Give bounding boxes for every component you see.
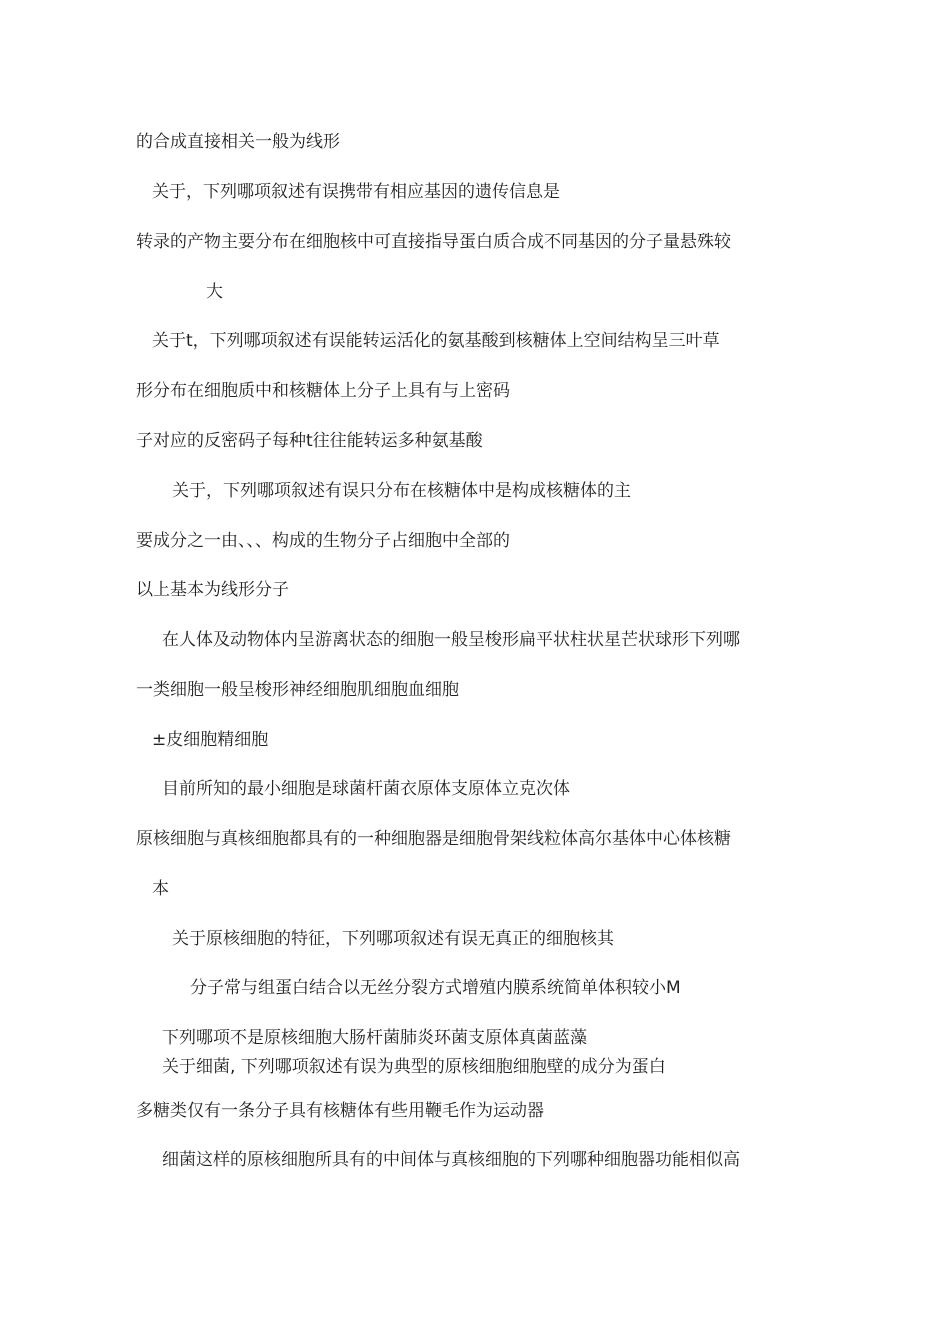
text-line-8: 关于，下列哪项叙述有误只分布在核糖体中是构成核糖体的主 [172, 481, 631, 501]
text-line-12: 一类细胞一般呈梭形神经细胞肌细胞血细胞 [136, 680, 459, 700]
text-line-11: 在人体及动物体内呈游离状态的细胞一般呈梭形扁平状柱状星芒状球形下列哪 [162, 630, 740, 650]
text-line-10: 以上基本为线形分子 [136, 580, 289, 600]
text-line-17: 关于原核细胞的特征，下列哪项叙述有误无真正的细胞核其 [172, 929, 614, 949]
text-line-3: 转录的产物主要分布在细胞核中可直接指导蛋白质合成不同基因的分子量悬殊较 [136, 232, 731, 252]
text-line-21: 多糖类仅有一条分子具有核糖体有些用鞭毛作为运动器 [136, 1101, 544, 1121]
text-line-20: 关于细菌, 下列哪项叙述有误为典型的原核细胞细胞壁的成分为蛋白 [162, 1057, 666, 1077]
text-line-22: 细菌这样的原核细胞所具有的中间体与真核细胞的下列哪种细胞器功能相似高 [162, 1150, 740, 1170]
text-line-7: 子对应的反密码子每种t往往能转运多种氨基酸 [136, 431, 483, 451]
text-line-14: 目前所知的最小细胞是球菌杆菌衣原体支原体立克次体 [162, 779, 570, 799]
text-line-15: 原核细胞与真核细胞都具有的一种细胞器是细胞骨架线粒体高尔基体中心体核糖 [136, 829, 731, 849]
text-line-4: 大 [206, 282, 223, 302]
text-line-1: 的合成直接相关一般为线形 [136, 132, 340, 152]
text-line-6: 形分布在细胞质中和核糖体上分子上具有与上密码 [136, 381, 510, 401]
text-line-2: 关于，下列哪项叙述有误携带有相应基因的遗传信息是 [152, 182, 560, 202]
text-line-13: ±皮细胞精细胞 [152, 730, 269, 750]
text-line-5: 关于t，下列哪项叙述有误能转运活化的氨基酸到核糖体上空间结构呈三叶草 [152, 331, 720, 351]
text-line-16: 本 [152, 879, 169, 899]
text-line-18: 分子常与组蛋白结合以无丝分裂方式增殖内膜系统简单体积较小M [190, 978, 681, 998]
text-line-19: 下列哪项不是原核细胞大肠杆菌肺炎环菌支原体真菌蓝藻 [162, 1028, 587, 1048]
text-line-9: 要成分之一由、、、构成的生物分子占细胞中全部的 [136, 531, 510, 551]
